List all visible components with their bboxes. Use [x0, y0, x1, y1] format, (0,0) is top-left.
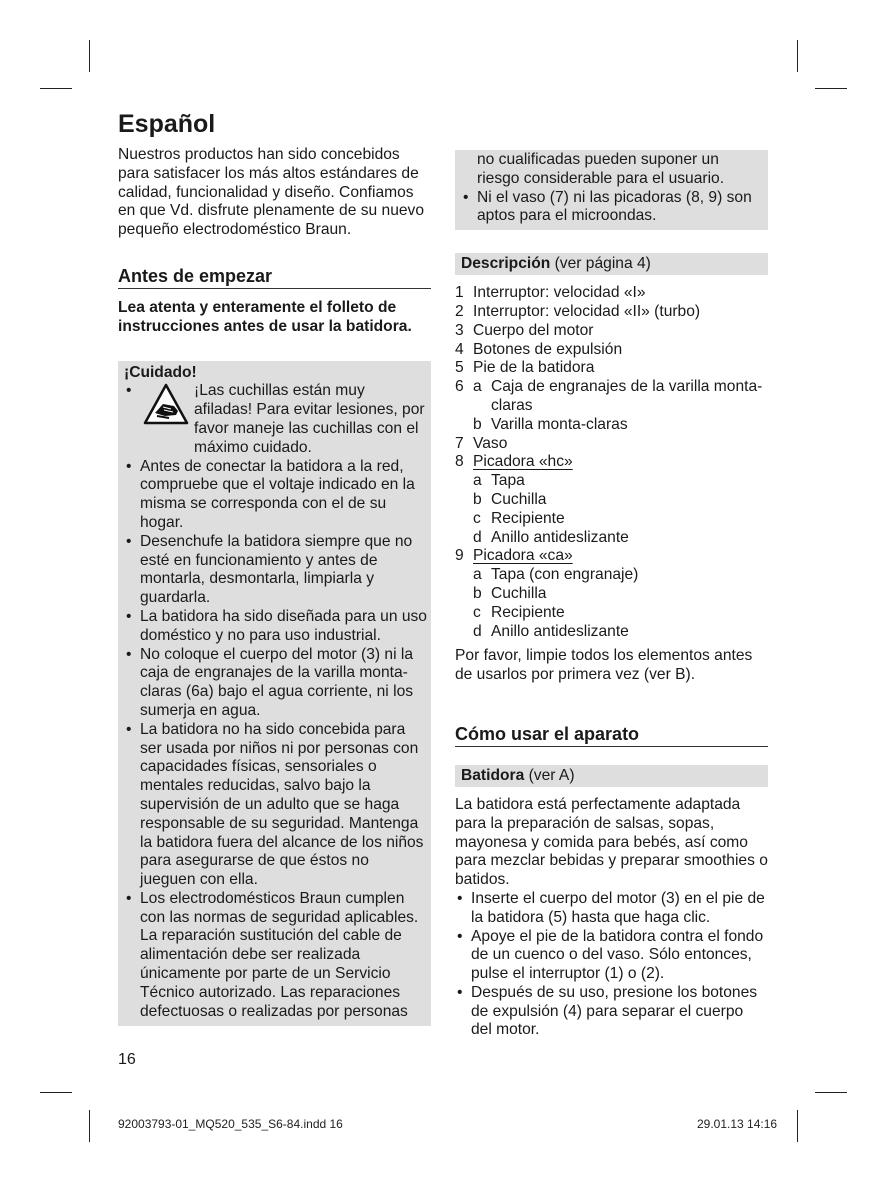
caution-item-text: ¡Las cuchillas están muy afiladas! Para evitar lesiones, por favor maneje las cuchillas con el máximo cuidado. [194, 382, 425, 456]
item-text [473, 547, 768, 566]
item-letter: c [473, 509, 481, 527]
description-item [455, 547, 768, 566]
list-item [455, 928, 768, 984]
list-item [124, 382, 427, 457]
description-item [455, 416, 768, 435]
item-number: 8 [455, 453, 464, 471]
crop-mark [797, 1110, 798, 1142]
item-number [455, 529, 473, 548]
item-number [455, 491, 473, 510]
item-number: 1 [455, 284, 464, 302]
list-item [455, 984, 768, 1040]
item-number: 2 [455, 302, 464, 320]
item-text: Tapa (con engranaje) [491, 566, 639, 584]
item-text: Varilla monta-claras [491, 415, 628, 433]
caution-continued-text: no cualificadas pueden suponer un riesgo considerable para el usuario. [477, 151, 725, 187]
description-item [455, 529, 768, 548]
item-number [455, 416, 473, 435]
description-item [455, 472, 768, 491]
item-letter: b [473, 415, 482, 433]
usage-subheading-ref: (ver A) [528, 766, 575, 784]
usage-step-text: Después de su uso, presione los botones de expulsión (4) para separar el cuerpo del motor. [471, 983, 758, 1039]
caution-item-text: No coloque el cuerpo del motor (3) ni la caja de engranajes de la varilla monta-claras (6a) bajo el agua corriente, ni los sumerja en agua. [140, 645, 414, 719]
description-item [455, 378, 768, 416]
item-number [455, 510, 473, 529]
item-text [473, 453, 768, 472]
item-text: Recipiente [491, 603, 565, 621]
item-text-underlined: Picadora «ca» [473, 547, 573, 565]
caution-item-text: La batidora ha sido diseñada para un uso doméstico y no para uso industrial. [140, 607, 427, 644]
description-note: Por favor, limpie todos los elementos antes de usarlos por primera vez (ver B). [455, 647, 753, 684]
list-item [124, 721, 427, 890]
usage-text: La batidora está perfectamente adaptada para la preparación de salsas, sopas, mayonesa y comida para bebés, así como para mezclar bebidas y preparar smoothies o batidos. [455, 795, 768, 889]
caution-list [124, 382, 427, 1021]
description-item [455, 435, 768, 454]
list-item [124, 646, 427, 721]
item-number: 9 [455, 547, 464, 565]
page-number: 16 [118, 1051, 136, 1068]
left-column [118, 108, 431, 1026]
description-item [455, 491, 768, 510]
description-title: Descripción [461, 255, 551, 273]
item-number [455, 472, 473, 491]
usage-step-text: Inserte el cuerpo del motor (3) en el pie de la batidora (5) hasta que haga clic. [471, 889, 765, 926]
list-item [455, 890, 768, 928]
item-text: Interruptor: velocidad «I» [473, 284, 646, 302]
item-text: Anillo antideslizante [491, 528, 629, 546]
description-item [455, 359, 768, 378]
item-number: 4 [455, 340, 464, 358]
item-letter: d [473, 528, 482, 546]
usage-subheading [455, 765, 768, 787]
caution-box-continued [455, 150, 768, 230]
crop-mark [815, 1092, 847, 1093]
item-text: Pie de la batidora [473, 359, 595, 377]
description-item [455, 604, 768, 623]
caution-box [118, 361, 431, 1027]
list-item [124, 458, 427, 533]
description-item [455, 566, 768, 585]
item-text: Cuerpo del motor [473, 321, 594, 339]
usage-steps [455, 890, 768, 1040]
item-letter: c [473, 603, 481, 621]
right-column [455, 150, 768, 1040]
list-item [461, 189, 764, 227]
list-item [124, 533, 427, 608]
item-letter: a [473, 472, 482, 490]
caution-item-text: Desenchufe la batidora siempre que no esté en funcionamiento y antes de montarla, desmontarla, limpiarla y guardarla. [140, 532, 413, 607]
item-number [455, 566, 473, 585]
item-number: 6 [455, 378, 464, 396]
item-text: Tapa [491, 472, 525, 490]
intro-text: Nuestros productos han sido concebidos para satisfacer los más altos estándares de calidad, funcionalidad y diseño. Confiamos en que Vd. disfrute plenamente de su nuevo pequeño electrodoméstico Braun. [118, 146, 425, 239]
item-text: Anillo antideslizante [491, 622, 629, 640]
item-text: Recipiente [491, 509, 565, 527]
item-number: 5 [455, 359, 464, 377]
crop-mark [815, 88, 847, 89]
caution-item-text: Los electrodomésticos Braun cumplen con las normas de seguridad aplicables. La reparación sustitución del cable de alimentación debe ser realizada únicamente por parte de un Servicio Técnico autorizado. Las reparaciones defectuosas o realizadas por personas [140, 889, 419, 1020]
description-list [455, 284, 768, 641]
page-title: Español [118, 110, 216, 138]
description-item [455, 453, 768, 472]
crop-mark [89, 1110, 90, 1142]
item-number: 3 [455, 321, 464, 339]
description-ref: (ver página 4) [554, 255, 651, 273]
crop-mark [40, 88, 72, 89]
description-item [455, 303, 768, 322]
item-text: Botones de expulsión [473, 340, 623, 358]
description-item [455, 341, 768, 360]
before-lead: Lea atenta y enteramente el folleto de instrucciones antes de usar la batidora. [118, 298, 412, 335]
item-number [455, 604, 473, 623]
item-letter: b [473, 584, 482, 602]
item-text: Interruptor: velocidad «II» (turbo) [473, 302, 701, 320]
caution-list [461, 189, 764, 227]
crop-mark [797, 40, 798, 72]
item-number: 7 [455, 434, 464, 452]
item-letter: a [473, 378, 482, 396]
item-text: Cuchilla [491, 584, 547, 602]
item-text: Vaso [473, 434, 508, 452]
list-item [124, 608, 427, 646]
description-item [455, 322, 768, 341]
usage-heading: Cómo usar el aparato [455, 723, 768, 747]
description-item [455, 623, 768, 642]
item-text: Caja de engranajes de la varilla monta-claras [491, 378, 763, 414]
description-item [455, 510, 768, 529]
blade-warning-icon [143, 383, 189, 425]
footer-date: 29.01.13 14:16 [697, 1117, 778, 1131]
item-text-underlined: Picadora «hc» [473, 453, 573, 471]
crop-mark [89, 40, 90, 72]
item-letter: b [473, 490, 482, 508]
item-letter: d [473, 622, 482, 640]
description-heading [455, 253, 768, 275]
list-item [124, 890, 427, 1022]
caution-item-text: Antes de conectar la batidora a la red, compruebe que el voltaje indicado en la misma se corresponda con el de su hogar. [140, 457, 415, 531]
item-number [455, 585, 473, 604]
item-letter: a [473, 566, 482, 584]
caution-heading: ¡Cuidado! [124, 363, 197, 381]
footer-file: 92003793-01_MQ520_535_S6-84.indd 16 [118, 1117, 343, 1131]
item-number [455, 623, 473, 642]
caution-item-text: Ni el vaso (7) ni las picadoras (8, 9) son aptos para el microondas. [477, 188, 752, 225]
caution-item-text: La batidora no ha sido concebida para ser usada por niños ni por personas con capacidades físicas, sensoriales o mentales reducidas, salvo bajo la supervisión de un adulto que se haga responsable de su seguridad. Mantenga la batidora fuera del alcance de los niños para asegurarse de que éstos no jueguen con ella. [140, 720, 424, 889]
item-text: Cuchilla [491, 490, 547, 508]
usage-step-text: Apoye el pie de la batidora contra el fondo de un cuenco o del vaso. Sólo entonces, pulse el interruptor (1) o (2). [471, 927, 764, 983]
usage-subheading-title: Batidora [461, 766, 525, 784]
description-item [455, 284, 768, 303]
crop-mark [40, 1092, 72, 1093]
before-heading: Antes de empezar [118, 265, 431, 289]
description-item [455, 585, 768, 604]
